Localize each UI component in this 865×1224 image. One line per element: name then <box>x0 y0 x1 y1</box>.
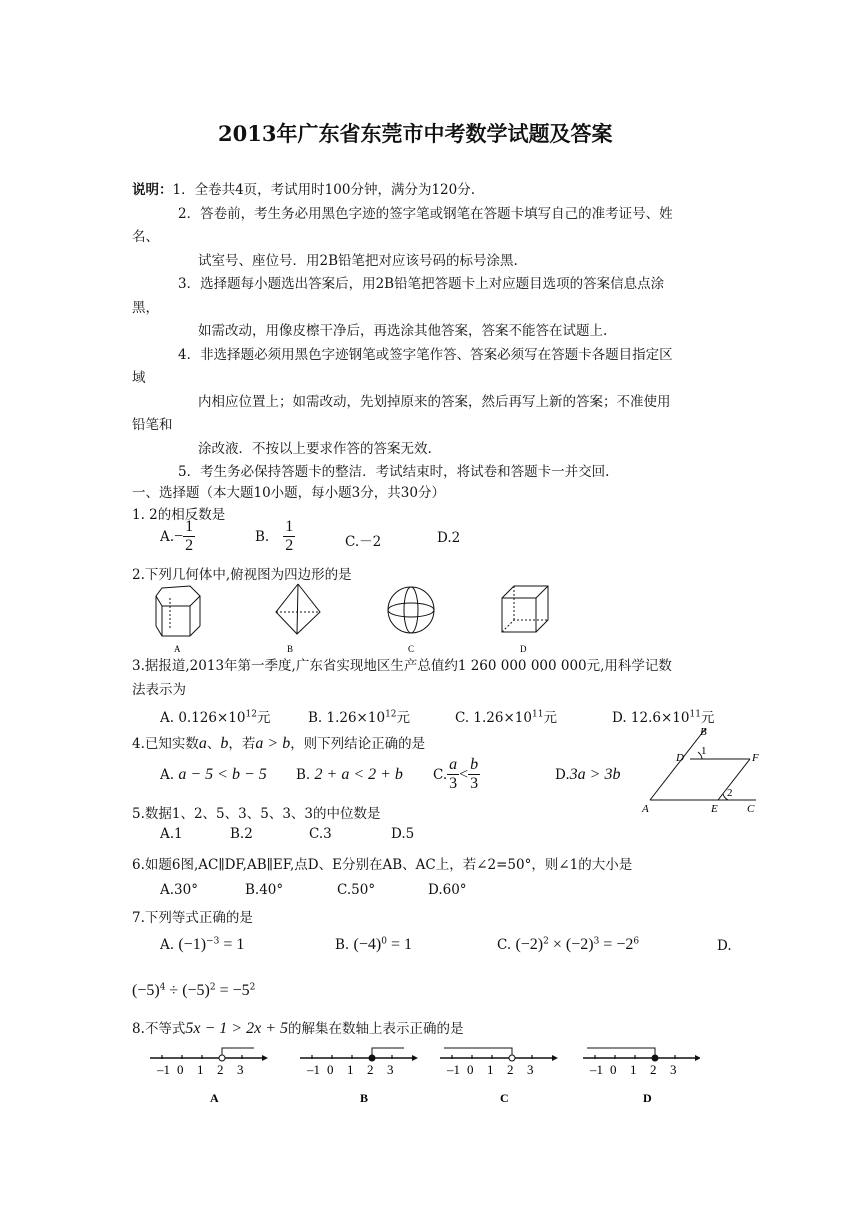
q7-d-mid: ÷ (−5) <box>165 982 210 999</box>
q2-label-a: A <box>174 644 181 654</box>
number-line-arrow-C <box>552 1055 558 1061</box>
label-d: D <box>676 752 684 764</box>
tick-label-A-4: 3 <box>237 1062 244 1077</box>
q3-c-unit: 元 <box>543 710 557 726</box>
q7-d-base: (−5) <box>132 982 160 999</box>
q2-solid-c-sphere <box>388 587 434 633</box>
q6-stem: 6.如题6图,AC∥DF,AB∥EF,点D、E分别在AB、AC上，若∠2=50°，则∠1的大小是 <box>132 857 633 873</box>
instruction-item-3b: 黑， <box>132 300 159 316</box>
q7-d-rest: = −5 <box>215 982 250 999</box>
q4-sep: 、 <box>206 736 221 752</box>
tick-label-B-0: –1 <box>307 1062 320 1077</box>
q3-option-a <box>160 706 270 726</box>
q4-var-a: a <box>198 735 207 752</box>
instruction-item-2c: 试室号、座位号．用2B铅笔把对应该号码的标号涂黑. <box>198 253 518 269</box>
q4-c-numerator-1: a <box>447 756 459 775</box>
q4-b-expr: 2 + a < 2 + b <box>314 766 403 783</box>
tick-label-A-3: 2 <box>217 1062 224 1077</box>
line-fe <box>718 759 750 800</box>
q4-option-d <box>555 766 620 784</box>
q7-c-exp-1: 2 <box>543 936 549 947</box>
q3-option-d <box>612 706 714 726</box>
tick-label-B-3: 2 <box>367 1062 374 1077</box>
q7-b-label: B. <box>335 937 350 953</box>
q4-c-fraction-2 <box>468 756 480 794</box>
instruction-item-5: 5．考生务必保持答题卡的整洁．考试结束时，将试卷和答题卡一并交回. <box>178 464 610 480</box>
q7-d-exp-3: 2 <box>249 982 256 993</box>
tick-label-B-1: 0 <box>327 1062 334 1077</box>
q1-a-fraction <box>183 518 195 556</box>
solution-bracket-B <box>372 1048 404 1058</box>
q1-b-label: B. <box>255 528 270 545</box>
label-c: C <box>747 803 755 815</box>
number-line-arrow-D <box>695 1055 700 1061</box>
label-angle-1: 1 <box>701 745 707 757</box>
q7-c-base: (−2) <box>515 936 544 953</box>
q2-label-b: B <box>287 644 294 654</box>
instruction-item-4a: 4．非选择题必须用黑色字迹钢笔或签字笔作答、答案必须写在答题卡各题目指定区 <box>178 347 673 363</box>
q3-a-text: A. 0.126×10 <box>160 710 246 726</box>
q3-b-exp: 12 <box>385 709 397 720</box>
q7-b-rest: = 1 <box>386 936 412 953</box>
tick-label-C-2: 1 <box>487 1062 494 1077</box>
q5-option-b: B.2 <box>230 826 253 842</box>
q7-option-a <box>160 936 244 954</box>
q6-option-a: A.30° <box>160 882 198 898</box>
q3-d-exp: 11 <box>689 709 701 720</box>
tick-label-D-4: 3 <box>670 1062 677 1077</box>
solution-bracket-C <box>444 1048 512 1058</box>
section-heading: 一、选择题（本大题10小题，每小题3分，共30分） <box>132 485 445 501</box>
q7-b-base: (−4) <box>353 936 382 953</box>
tick-label-A-2: 1 <box>197 1062 204 1077</box>
q4-stem <box>132 732 425 753</box>
q7-c-mid: × (−2) <box>548 936 594 953</box>
q7-stem: 7.下列等式正确的是 <box>132 910 253 926</box>
q1-option-b <box>255 518 295 556</box>
q2-solid-d-cube <box>502 586 548 632</box>
q7-d-exp-2: 2 <box>209 982 216 993</box>
q7-c-exp-2: 3 <box>593 936 600 947</box>
q8-stem <box>132 1017 463 1038</box>
q1-b-denominator: 2 <box>285 537 294 555</box>
q4-c-lt: < <box>459 765 469 783</box>
q7-option-d <box>132 982 255 1000</box>
instruction-item-4b: 域 <box>132 370 146 386</box>
q4-var-b: b <box>220 735 229 752</box>
q4-c-label: C. <box>433 766 448 783</box>
q7-d-exp-1: 4 <box>159 982 166 993</box>
q5-stem: 5.数据1、2、5、3、5、3、3的中位数是 <box>132 806 381 822</box>
q1-a-label: A. <box>160 528 175 545</box>
label-b: B <box>700 726 707 738</box>
label-a: A <box>642 803 649 815</box>
q6-option-d: D.60° <box>428 882 467 898</box>
q7-c-rest: = −2 <box>599 936 634 953</box>
label-angle-2: 2 <box>727 787 733 799</box>
q2-solids-figure <box>140 582 570 654</box>
q3-a-exp: 12 <box>245 709 257 720</box>
q3-stem-a: 3.据报道,2013年第一季度,广东省实现地区生产总值约1 260 000 000 000元,用科学记数 <box>132 658 672 674</box>
q7-b-exp: 0 <box>381 936 387 947</box>
q7-a-base: (−1) <box>178 936 207 953</box>
solution-bracket-A <box>222 1048 254 1058</box>
q4-d-label: D. <box>555 767 570 783</box>
instructions-label: 说明： <box>132 182 173 198</box>
endpoint-B <box>369 1055 375 1061</box>
tick-label-A-0: –1 <box>157 1062 170 1077</box>
q3-c-exp: 11 <box>531 709 544 720</box>
q4-stem-post: ，则下列结论正确的是 <box>290 736 426 752</box>
q1-stem: 1. 2的相反数是 <box>132 507 226 523</box>
solution-bracket-D <box>587 1048 655 1058</box>
option-label-A: A <box>210 1091 219 1105</box>
number-line-arrow-B <box>412 1055 418 1061</box>
instruction-item-3c: 如需改动，用像皮檫干净后，再选涂其他答案，答案不能答在试题上. <box>198 323 608 339</box>
q7-d-label: D. <box>717 938 732 954</box>
q1-option-c: C.－2 <box>345 534 382 550</box>
instruction-item-2a: 2．答卷前，考生务必用黑色字迹的签字笔或钢笔在答题卡填写自己的准考证号、姓 <box>178 206 673 222</box>
q1-a-denominator: 2 <box>185 537 194 555</box>
endpoint-C <box>509 1055 515 1061</box>
q5-option-d: D.5 <box>391 826 415 842</box>
number-line-arrow-A <box>262 1055 268 1061</box>
q4-option-c <box>433 756 480 794</box>
q3-option-c <box>455 706 557 726</box>
q8-stem-post: 的解集在数轴上表示正确的是 <box>287 1021 464 1037</box>
instructions-line-1 <box>132 178 475 198</box>
q1-option-d: D.2 <box>437 530 461 546</box>
figure-6 <box>640 724 765 816</box>
q4-option-b <box>296 766 403 784</box>
q7-option-c <box>497 936 639 954</box>
q6-option-b: B.40° <box>245 882 284 898</box>
q4-a-expr: a − 5 < b − 5 <box>178 766 267 783</box>
q2-label-c: C <box>408 644 415 654</box>
q4-c-fraction-1 <box>447 756 459 794</box>
q3-c-text: C. 1.26×10 <box>455 710 532 726</box>
tick-label-C-0: –1 <box>447 1062 460 1077</box>
q4-d-expr: 3a > 3b <box>569 766 621 783</box>
endpoint-A <box>219 1055 225 1061</box>
q2-solid-b-pyramid <box>276 584 320 634</box>
q7-option-b <box>335 936 412 954</box>
instruction-item-4c: 内相应位置上；如需改动，先划掉原来的答案，然后再写上新的答案；不准使用 <box>198 394 671 410</box>
option-label-B: B <box>360 1091 369 1105</box>
instruction-item-4d: 铅笔和 <box>132 417 173 433</box>
q7-c-exp-3: 6 <box>633 936 640 947</box>
endpoint-D <box>652 1055 658 1061</box>
q7-a-rest: = 1 <box>219 936 245 953</box>
tick-label-D-2: 1 <box>630 1062 637 1077</box>
q4-condition: a > b <box>255 735 291 752</box>
q5-option-c: C.3 <box>309 826 332 842</box>
q3-b-text: B. 1.26×10 <box>308 710 386 726</box>
q4-a-label: A. <box>160 767 175 783</box>
q8-number-lines <box>140 1040 700 1106</box>
q3-b-unit: 元 <box>396 710 411 726</box>
tick-label-C-4: 3 <box>527 1062 534 1077</box>
q3-d-unit: 元 <box>700 710 715 726</box>
q1-a-sign: − <box>174 527 184 545</box>
tick-label-B-4: 3 <box>387 1062 394 1077</box>
q8-inequality: 5x − 1 > 2x + 5 <box>185 1020 288 1037</box>
label-f: F <box>752 752 759 764</box>
q3-d-text: D. 12.6×10 <box>612 710 690 726</box>
q2-label-d: D <box>520 644 527 654</box>
q8-stem-pre: 8.不等式 <box>132 1021 186 1037</box>
q4-comma: ，若 <box>228 736 256 752</box>
q3-option-b <box>308 706 410 726</box>
option-label-D: D <box>643 1091 652 1105</box>
q2-solid-a-prism <box>156 586 200 636</box>
tick-label-C-1: 0 <box>467 1062 474 1077</box>
tick-label-D-0: –1 <box>590 1062 603 1077</box>
q2-stem: 2.下列几何体中,俯视图为四边形的是 <box>132 567 352 583</box>
option-label-C: C <box>500 1091 509 1105</box>
instruction-item-4e: 涂改液．不按以上要求作答的答案无效. <box>198 441 432 457</box>
tick-label-C-3: 2 <box>507 1062 514 1077</box>
q4-stem-pre: 4.已知实数 <box>132 736 199 752</box>
q3-stem-b: 法表示为 <box>132 682 186 698</box>
line-ab <box>650 728 706 800</box>
q7-a-exp: −3 <box>206 936 220 947</box>
tick-label-D-3: 2 <box>650 1062 657 1077</box>
instruction-item-3a: 3．选择题每小题选出答案后，用2B铅笔把答题卡上对应题目选项的答案信息点涂 <box>178 276 665 292</box>
q7-a-label: A. <box>160 937 175 953</box>
instruction-item-1: 1．全卷共4页，考试用时100分钟，满分为120分. <box>172 182 476 198</box>
tick-label-B-2: 1 <box>347 1062 354 1077</box>
q7-c-label: C. <box>497 937 512 953</box>
q1-b-fraction <box>283 518 295 556</box>
q1-b-numerator: 1 <box>283 518 295 537</box>
instruction-item-2b: 名、 <box>132 229 159 245</box>
q1-option-a <box>160 518 195 556</box>
label-e: E <box>711 803 718 815</box>
q4-c-denominator-2: 3 <box>470 775 479 793</box>
q4-c-denominator-1: 3 <box>449 775 458 793</box>
tick-label-D-1: 0 <box>610 1062 617 1077</box>
q4-b-label: B. <box>296 767 311 783</box>
q4-c-numerator-2: b <box>468 756 480 775</box>
q3-a-unit: 元 <box>256 710 271 726</box>
q1-a-numerator: 1 <box>183 518 195 537</box>
tick-label-A-1: 0 <box>177 1062 184 1077</box>
page-title: 2013年广东省东莞市中考数学试题及答案 <box>218 121 613 146</box>
q6-option-c: C.50° <box>337 882 376 898</box>
q5-option-a: A.1 <box>160 826 183 842</box>
q4-option-a <box>160 766 267 784</box>
